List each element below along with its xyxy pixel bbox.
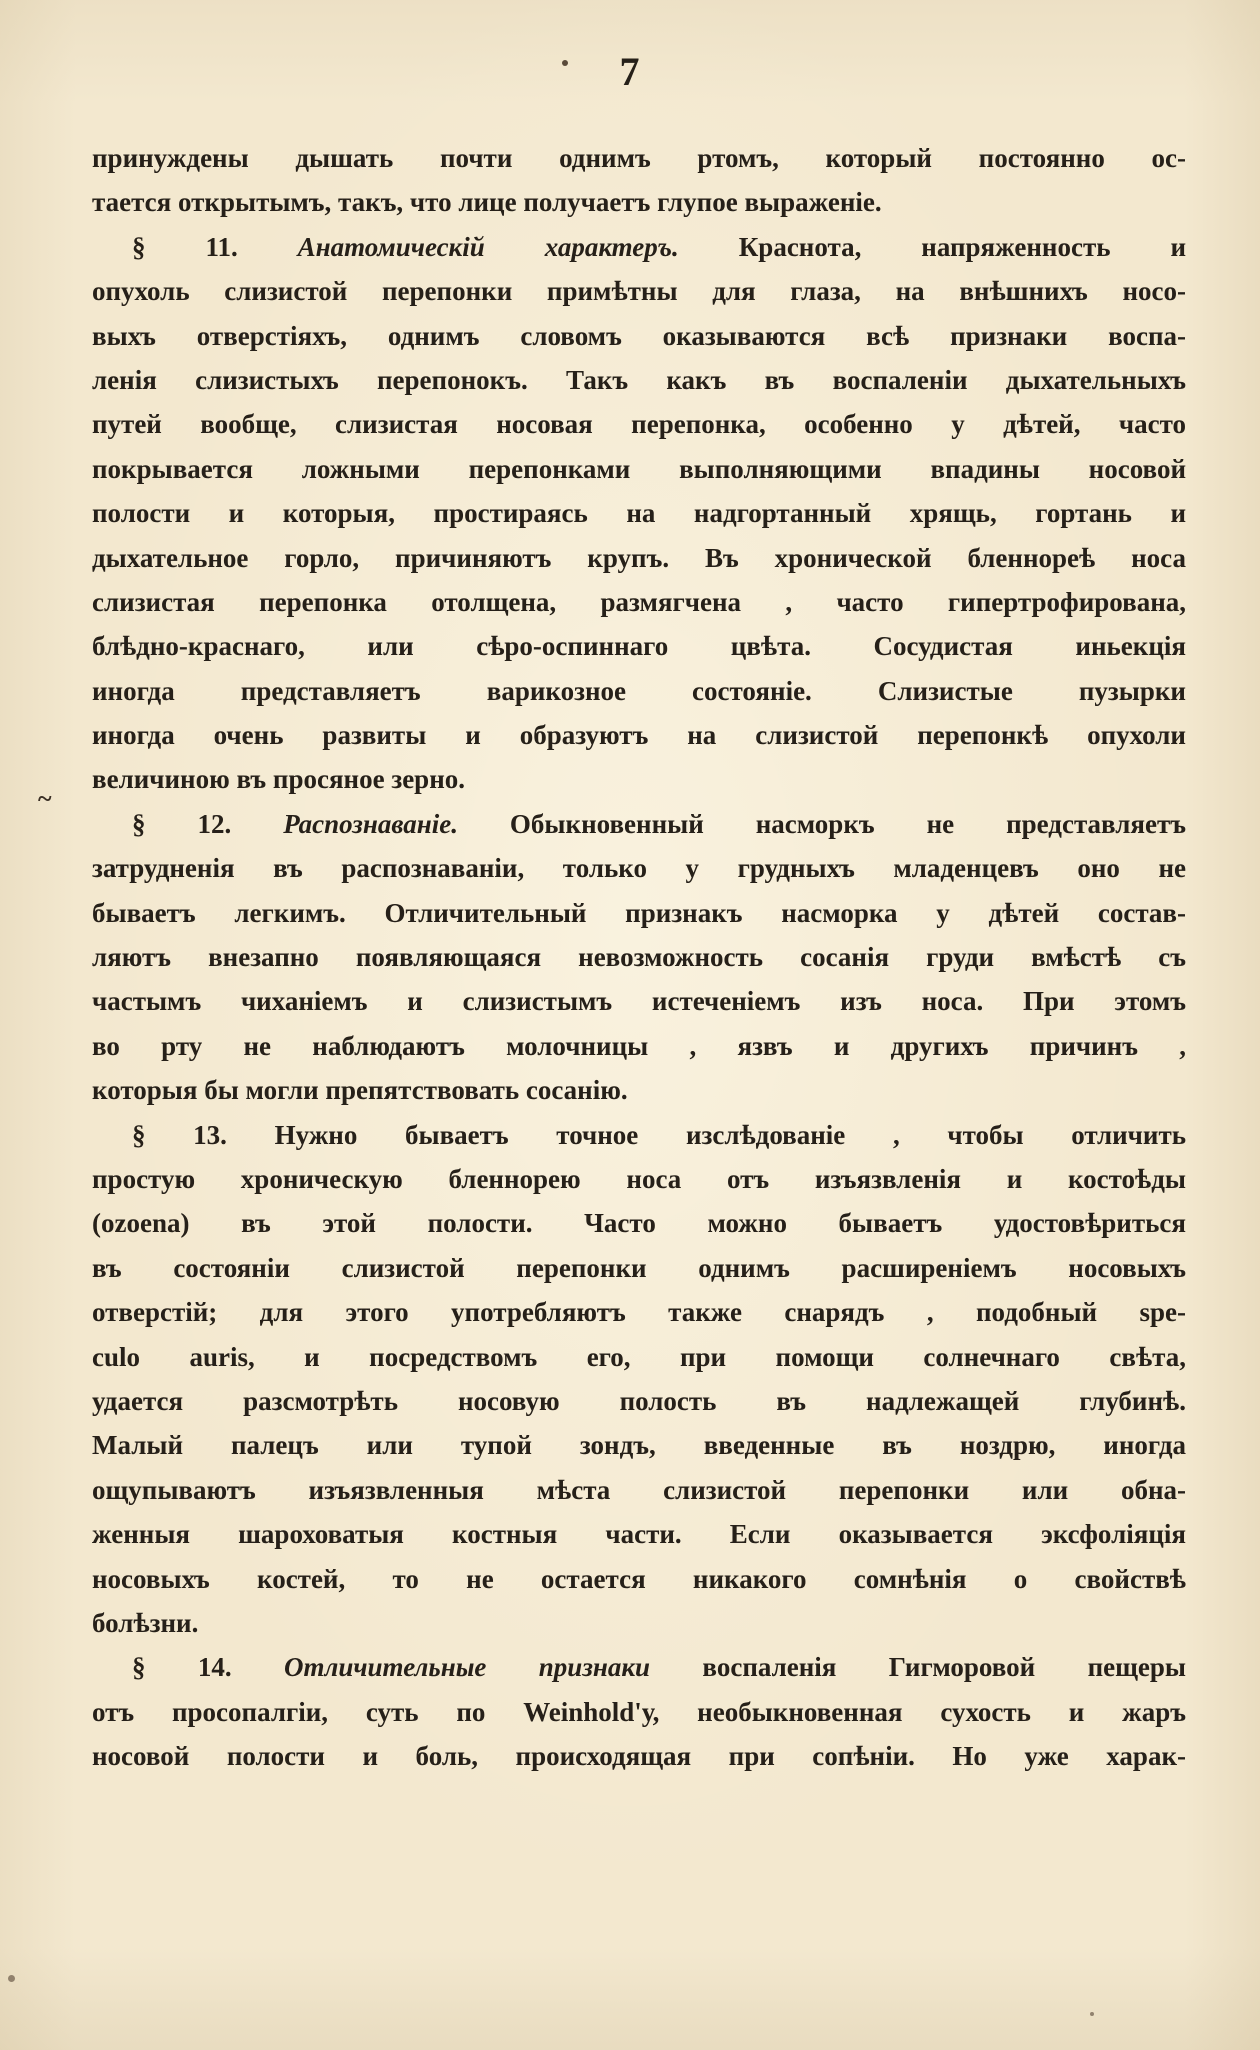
text-line: ляютъ внезапно появляющаяся невозможность сосанія груди вмѣстѣ съ — [92, 942, 1186, 973]
text-line: иногда представляетъ варикозное состояніе. Слизистые пузырки — [92, 675, 1186, 706]
text-line — [92, 802, 1186, 846]
text-line: путей вообще, слизистая носовая перепонка, особенно у дѣтей, часто — [92, 409, 1186, 440]
text-line: (ozoena) въ этой полости. Часто можно бываетъ удостовѣриться — [92, 1208, 1186, 1239]
text-line: тается открытымъ, такъ, что лице получаетъ глупое выраженіе. — [92, 187, 882, 218]
text-line: иногда очень развиты и образуютъ на слизистой перепонкѣ опухоли — [92, 720, 1186, 751]
text-line: во рту не наблюдаютъ молочницы , язвъ и другихъ причинъ , — [92, 1030, 1186, 1061]
text-line: принуждены дышать почти однимъ ртомъ, который постоянно ос- — [92, 143, 1186, 173]
text-line: въ состояніи слизистой перепонки однимъ расширеніемъ носовыхъ — [92, 1252, 1186, 1283]
text-line — [92, 225, 1186, 269]
section-marker: § 12. — [132, 808, 284, 839]
text-line: § 13. Нужно бываетъ точное изслѣдованіе , чтобы отличить — [132, 1119, 1186, 1150]
text-line: частымъ чиханіемъ и слизистымъ истеченіемъ изъ носа. При этомъ — [92, 986, 1186, 1017]
text-line: дыхательное горло, причиняютъ крупъ. Въ хронической бленнореѣ носа — [92, 542, 1186, 573]
text-line: ощупываютъ изъязвленныя мѣста слизистой перепонки или обна- — [92, 1474, 1186, 1505]
section-heading: Отличительные признаки — [284, 1652, 651, 1683]
text-line: которыя бы могли препятствовать сосанію. — [92, 1075, 628, 1106]
section-heading: Распознаваніе. — [283, 808, 458, 839]
text-line: опухоль слизистой перепонки примѣтны для глаза, на внѣшнихъ носо- — [92, 276, 1186, 307]
text-line: затрудненія въ распознаваніи, только у грудныхъ младенцевъ оно не — [92, 853, 1186, 884]
foxing-spot — [1090, 2012, 1094, 2016]
text-line: покрывается ложными перепонками выполняющими впадины носовой — [92, 453, 1186, 484]
text-line: Малый палецъ или тупой зондъ, введенные въ ноздрю, иногда — [92, 1430, 1186, 1461]
line-text: Обыкновенный насморкъ не представляетъ — [457, 808, 1186, 839]
text-line: бываетъ легкимъ. Отличительный признакъ насморка у дѣтей состав- — [92, 897, 1186, 928]
foxing-spot — [8, 1975, 15, 1982]
text-line: выхъ отверстіяхъ, однимъ словомъ оказываются всѣ признаки воспа- — [92, 320, 1186, 351]
text-line: носовыхъ костей, то не остается никакого сомнѣнія о свойствѣ — [92, 1563, 1186, 1594]
line-text: Краснота, напряженность и — [678, 231, 1186, 262]
text-line: носовой полости и боль, происходящая при сопѣніи. Но уже харак- — [92, 1741, 1186, 1772]
page-number: 7 — [619, 49, 641, 94]
text-line: женныя шароховатыя костныя части. Если оказывается эксфоліяція — [92, 1519, 1186, 1550]
text-line: блѣдно-краснаго, или сѣро-оспиннаго цвѣта. Сосудистая иньекція — [92, 631, 1186, 662]
body-text — [92, 136, 1186, 1778]
text-line: болѣзни. — [92, 1607, 199, 1638]
text-line: величиною въ просяное зерно. — [92, 764, 466, 795]
margin-mark: ~ — [38, 784, 52, 813]
line-text: воспаленія Гигморовой пещеры — [650, 1652, 1186, 1683]
text-line: простую хроническую бленнорею носа отъ изъязвленія и костоѣды — [92, 1163, 1186, 1194]
text-line: слизистая перепонка отолщена, размягчена , часто гипертрофирована, — [92, 586, 1186, 617]
text-line: ленія слизистыхъ перепонокъ. Такъ какъ въ воспаленіи дыхательныхъ — [92, 364, 1186, 395]
text-line: culo auris, и посредствомъ его, при помощи солнечнаго свѣта, — [92, 1341, 1186, 1372]
section-marker: § 11. — [132, 231, 298, 262]
text-line — [92, 1645, 1186, 1689]
section-marker: § 14. — [132, 1652, 284, 1683]
text-line: удается разсмотрѣть носовую полость въ надлежащей глубинѣ. — [92, 1385, 1186, 1416]
text-line: полости и которыя, простираясь на надгортанный хрящь, гортань и — [92, 498, 1186, 529]
section-heading: Анатомическій характеръ. — [297, 231, 679, 262]
text-line: отъ просопалгіи, суть по Weinhold'у, необыкновенная сухость и жаръ — [92, 1696, 1186, 1727]
text-line: отверстій; для этого употребляютъ также снарядъ , подобный spe- — [92, 1297, 1186, 1328]
